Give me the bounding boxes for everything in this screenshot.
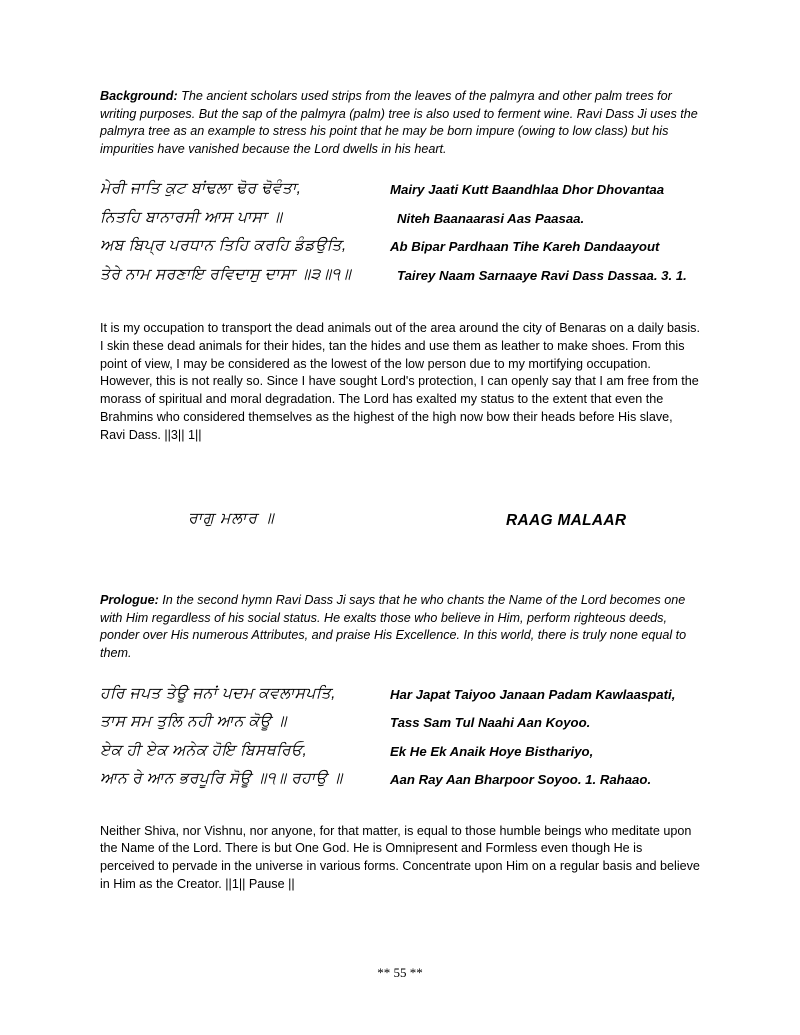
verse-gurmukhi-line: ਨਿਤਹਿ ਬਾਨਾਰਸੀ ਆਸ ਪਾਸਾ ॥ [100, 208, 283, 226]
page-content [100, 88, 700, 893]
raag-heading-roman: RAAG MALAAR [506, 512, 627, 530]
page-footer: ** 55 ** [377, 965, 423, 980]
raag-heading-gurmukhi: ਰਾਗੁ ਮਲਾਰ ॥ [188, 510, 275, 528]
spacer [100, 444, 700, 510]
verse-gurmukhi-line: ਹਰਿ ਜਪਤ ਤੇਊ ਜਨਾਂ ਪਦਮ ਕਵਲਾਸਪਤਿ, [100, 684, 336, 702]
spacer [100, 540, 700, 592]
verse-transliteration-line: Niteh Baanaarasi Aas Paasaa. [397, 210, 585, 226]
prologue-note [100, 592, 700, 662]
verse-line [100, 266, 700, 295]
spacer [100, 294, 700, 320]
verse-gurmukhi-line: ਆਨ ਰੇ ਆਨ ਭਰਪੂਰਿ ਸੋਊ ॥੧॥ ਰਹਾਉ ॥ [100, 770, 343, 788]
verse-line [100, 237, 700, 266]
verse-gurmukhi-line: ਤੇਰੇ ਨਾਮ ਸਰਣਾਇ ਰਵਿਦਾਸੁ ਦਾਸਾ ॥੩॥੧॥ [100, 265, 352, 283]
verse-gurmukhi-line: ਮੇਰੀ ਜਾਤਿ ਕੁਟ ਬਾਂਢਲਾ ਢੋਰ ਢੋਵੰਤਾ, [100, 180, 302, 198]
background-note-text: The ancient scholars used strips from the leaves of the palmyra and other palm trees for writing purposes. But the sap of the palmyra (palm) tree is also used to ferment wine. Ravi Dass Ji uses the palmyra tree as an example to stress his point that he may be born impure (owing to low class) but his impurities have vanished because the Lord dwells in his heart. [100, 89, 698, 156]
verse-transliteration-line: Aan Ray Aan Bharpoor Soyoo. 1. Rahaao. [390, 772, 652, 788]
background-note-label: Background: [100, 89, 178, 103]
verse-line [100, 685, 700, 714]
verse-line [100, 209, 700, 238]
prologue-note-label: Prologue: [100, 593, 159, 608]
prologue-note-text: In the second hymn Ravi Dass Ji says that he who chants the Name of the Lord becomes one with Him regardless of his social status. He exalts those who believe in Him, perform righteous deeds, ponder over His numerous Attributes, and praise His Excellence. In this world, there is truly none equal to them. [100, 593, 687, 661]
verse-line [100, 770, 700, 799]
verse-line [100, 180, 700, 209]
commentary-paragraph-one: It is my occupation to transport the dead animals out of the area around the city of Benaras on a daily basis. I skin these dead animals for their hides, tan the hides and use them as leather to make shoes. From this point of view, I may be considered as the lowest of the low person due to my mortifying occupation. However, this is not really so. Since I have sought Lord's protection, I can openly say that I am free from the morass of spiritual and moral degradation. The Lord has exalted my status to the extent that even the Brahmins who considered themselves as the highest of the high now bow their heads before His slave, Ravi Dass. ||3|| 1|| [100, 321, 700, 442]
verse-gurmukhi-line: ਅਬ ਬਿਪ੍ਰ ਪਰਧਾਨ ਤਿਹਿ ਕਰਹਿ ਡੰਡਉਤਿ, [100, 237, 347, 255]
verse-line [100, 713, 700, 742]
verse-gurmukhi-line: ਤਾਸ ਸਮ ਤੁਲਿ ਨਹੀ ਆਨ ਕੋਊ ॥ [100, 713, 287, 731]
spacer [100, 158, 700, 180]
verse-transliteration-line: Ab Bipar Pardhaan Tihe Kareh Dandaayout [390, 239, 660, 255]
verse-gurmukhi-line: ਏਕ ਹੀ ਏਕ ਅਨੇਕ ਹੋਇ ਬਿਸਥਰਿਓ, [100, 741, 308, 759]
spacer [100, 799, 700, 823]
spacer [100, 663, 700, 685]
verse-transliteration-line: Tass Sam Tul Naahi Aan Koyoo. [390, 715, 591, 731]
verse-transliteration-line: Tairey Naam Sarnaaye Ravi Dass Dassaa. 3. 1. [397, 267, 687, 283]
verse-block-one [100, 180, 700, 294]
verse-transliteration-line: Har Japat Taiyoo Janaan Padam Kawlaaspati, [390, 686, 676, 702]
verse-block-two [100, 685, 700, 799]
raag-heading [100, 510, 700, 540]
verse-transliteration-line: Ek He Ek Anaik Hoye Bisthariyo, [390, 743, 594, 759]
verse-transliteration-line: Mairy Jaati Kutt Baandhlaa Dhor Dhovantaa [390, 182, 665, 198]
background-note [100, 88, 700, 158]
commentary-paragraph-two: Neither Shiva, nor Vishnu, nor anyone, for that matter, is equal to those humble beings who meditate upon the Name of the Lord. There is but One God. He is Omnipresent and Formless even though He is perceived to pervade in the universe in various forms. Concentrate upon Him on a regular basis and believe in Him as the Creator. ||1|| Pause || [100, 823, 700, 891]
verse-line [100, 742, 700, 771]
